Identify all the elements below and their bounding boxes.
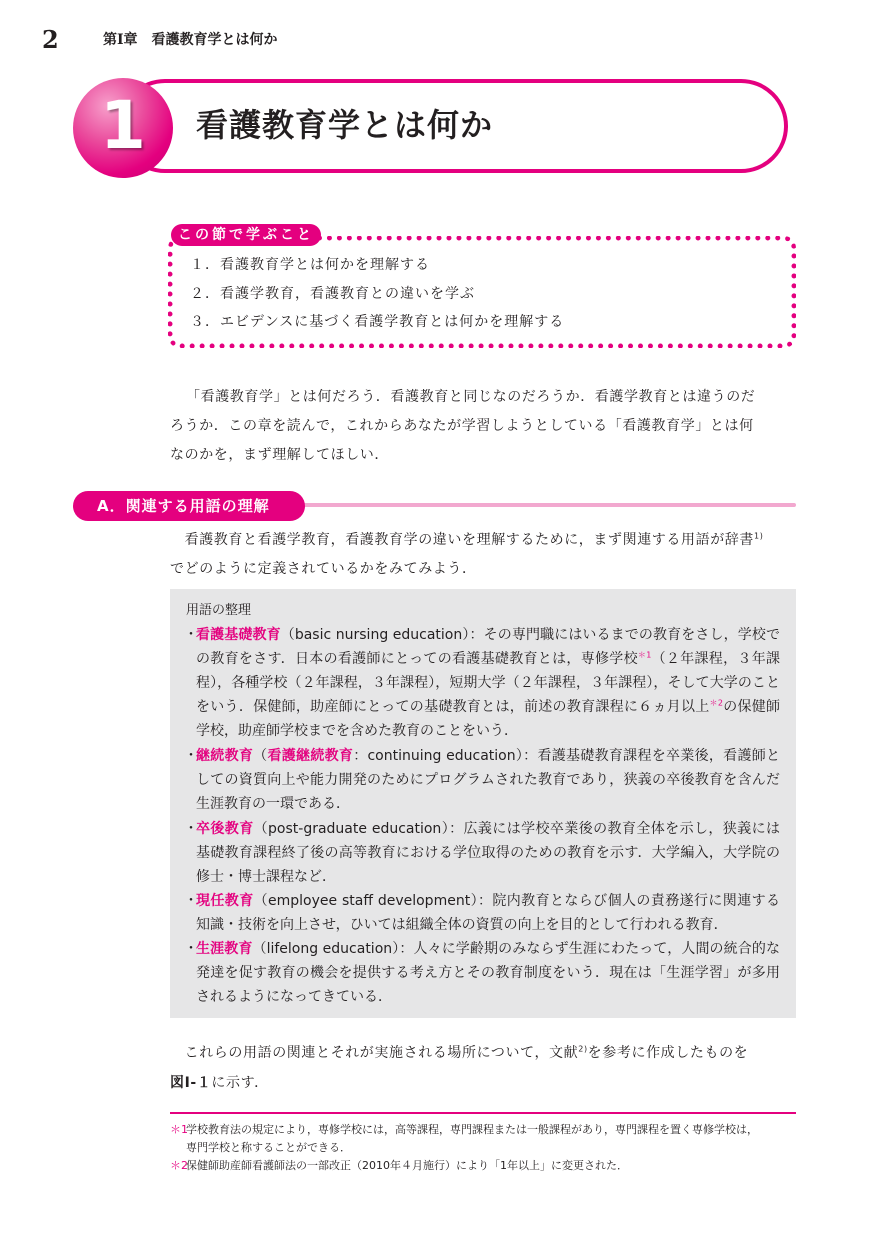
term-text bbox=[184, 817, 780, 889]
bullet: ・ bbox=[184, 748, 198, 764]
bullet: ・ bbox=[184, 821, 198, 837]
chapter-title: 看護教育学とは何か bbox=[196, 106, 494, 144]
term-definition: （employee staff development）：院内教育とならび個人の責務遂行に関連する知識・技術を向上させ，ひいては組織全体の資質の向上を目的として行われる教育． bbox=[196, 893, 780, 933]
bullet: ・ bbox=[184, 941, 198, 957]
term-text bbox=[184, 744, 780, 816]
term-definition: （basic nursing education）：その専門職にはいるまでの教育をさし，学校での教育をさす．日本の看護師にとっての看護基礎教育とは，専修学校 bbox=[196, 627, 780, 667]
running-header: 第Ⅰ章 看護教育学とは何か bbox=[103, 32, 278, 48]
term-item bbox=[184, 889, 780, 937]
term-definition: ：continuing education）：看護基礎教育課程を卒業後，看護師としての資質向上や能力開発のためにプログラムされた教育であり，狭義の卒後教育を含んだ生涯教育の一環である． bbox=[196, 748, 781, 812]
term-text bbox=[184, 623, 780, 743]
citation-sup: 1) bbox=[754, 531, 764, 541]
footnote-text: 保健師助産師看護師法の一部改正（2010年４月施行）により「1年以上」に変更された． bbox=[186, 1159, 628, 1172]
footnote-text: 学校教育法の規定により，専修学校には，高等課程，専門課程または一般課程があり，専門課程を置く専修学校は， bbox=[186, 1123, 758, 1136]
closing-text: これらの用語の関連とそれが実施される場所について，文献 bbox=[170, 1045, 579, 1061]
closing-line bbox=[170, 1069, 800, 1098]
term-definition: （lifelong education）：人々に学齢期のみならず生涯にわたって，人間の統合的な発達を促す教育の機会を提供する考え方とその教育制度をいう．現在は「生涯学習」が多用されるようになってきている． bbox=[196, 941, 781, 1005]
footnote-rule bbox=[170, 1112, 796, 1114]
footnote-number: ＊1 bbox=[170, 1123, 188, 1136]
intro-line: なのかを，まず理解してほしい． bbox=[170, 447, 389, 463]
learning-goals-label: この節で学ぶこと bbox=[171, 224, 321, 246]
paren: （ bbox=[253, 748, 268, 764]
citation-sup: 2) bbox=[578, 1044, 588, 1054]
footnote-text: 専門学校と称することができる． bbox=[186, 1141, 351, 1154]
learning-goal-item: ２．看護学教育，看護教育との違いを学ぶ bbox=[190, 286, 475, 302]
footnote-number: ＊2 bbox=[170, 1159, 188, 1172]
term-item bbox=[184, 817, 780, 889]
term-definitions-title: 用語の整理 bbox=[186, 603, 252, 618]
section-lead-line bbox=[170, 526, 800, 555]
term-name: 看護継続教育 bbox=[267, 748, 354, 764]
intro-line: ろうか．この章を読んで，これからあなたが学習しようとしている「看護教育学」とは何 bbox=[170, 418, 754, 434]
chapter-number: 1 bbox=[100, 87, 146, 164]
section-heading: A．関連する用語の理解 bbox=[97, 497, 270, 515]
learning-goal-item: ３．エビデンスに基づく看護学教育とは何かを理解する bbox=[190, 314, 565, 330]
intro-line: 「看護教育学」とは何だろう．看護教育と同じなのだろうか．看護学教育とは違うのだ bbox=[186, 389, 756, 405]
closing-text: に示す． bbox=[211, 1075, 269, 1091]
chapter-number-badge bbox=[73, 78, 173, 178]
figure-ref: 図Ⅰ-１ bbox=[170, 1075, 212, 1091]
term-definition: （２年課程，３年課程），各種学校（２年課程，３年課程），短期大学（２年課程，３年課程），そして大学のことをいう．保健師，助産師にとっての基礎教育とは，前述の教育課程に６ヵ月以上 bbox=[196, 651, 780, 715]
term-definition: （post-graduate education）：広義には学校卒業後の教育全体を示し，狭義には基礎教育課程終了後の高等教育における学位取得のための教育を示す．大学編入，大学院の修士・博士課程など． bbox=[196, 821, 780, 885]
closing-line bbox=[170, 1039, 800, 1068]
term-definition: の保健師学校，助産師学校までを含めた教育のことをいう． bbox=[196, 699, 781, 739]
closing-text: を参考に作成したものを bbox=[587, 1045, 749, 1061]
page-number: 2 bbox=[42, 25, 59, 54]
term-name: 看護基礎教育 bbox=[196, 627, 281, 643]
footnote-ref: ＊1 bbox=[637, 650, 652, 660]
lead-text: 看護教育と看護学教育，看護教育学の違いを理解するために，まず関連する用語が辞書 bbox=[170, 532, 754, 548]
bullet: ・ bbox=[184, 627, 198, 643]
term-name: 現任教育 bbox=[196, 893, 254, 909]
term-item bbox=[184, 744, 780, 816]
term-text bbox=[184, 889, 780, 937]
term-name: 卒後教育 bbox=[196, 821, 254, 837]
section-lead-line: でどのように定義されているかをみてみよう． bbox=[170, 561, 477, 577]
bullet: ・ bbox=[184, 893, 198, 909]
term-text bbox=[184, 937, 780, 1009]
section-heading-rule bbox=[300, 503, 796, 507]
term-name: 生涯教育 bbox=[196, 941, 253, 957]
term-name: 継続教育 bbox=[196, 748, 254, 764]
term-item bbox=[184, 623, 780, 743]
learning-goal-item: １．看護教育学とは何かを理解する bbox=[190, 257, 430, 273]
footnote-ref: ＊2 bbox=[709, 698, 723, 708]
term-item bbox=[184, 937, 780, 1009]
